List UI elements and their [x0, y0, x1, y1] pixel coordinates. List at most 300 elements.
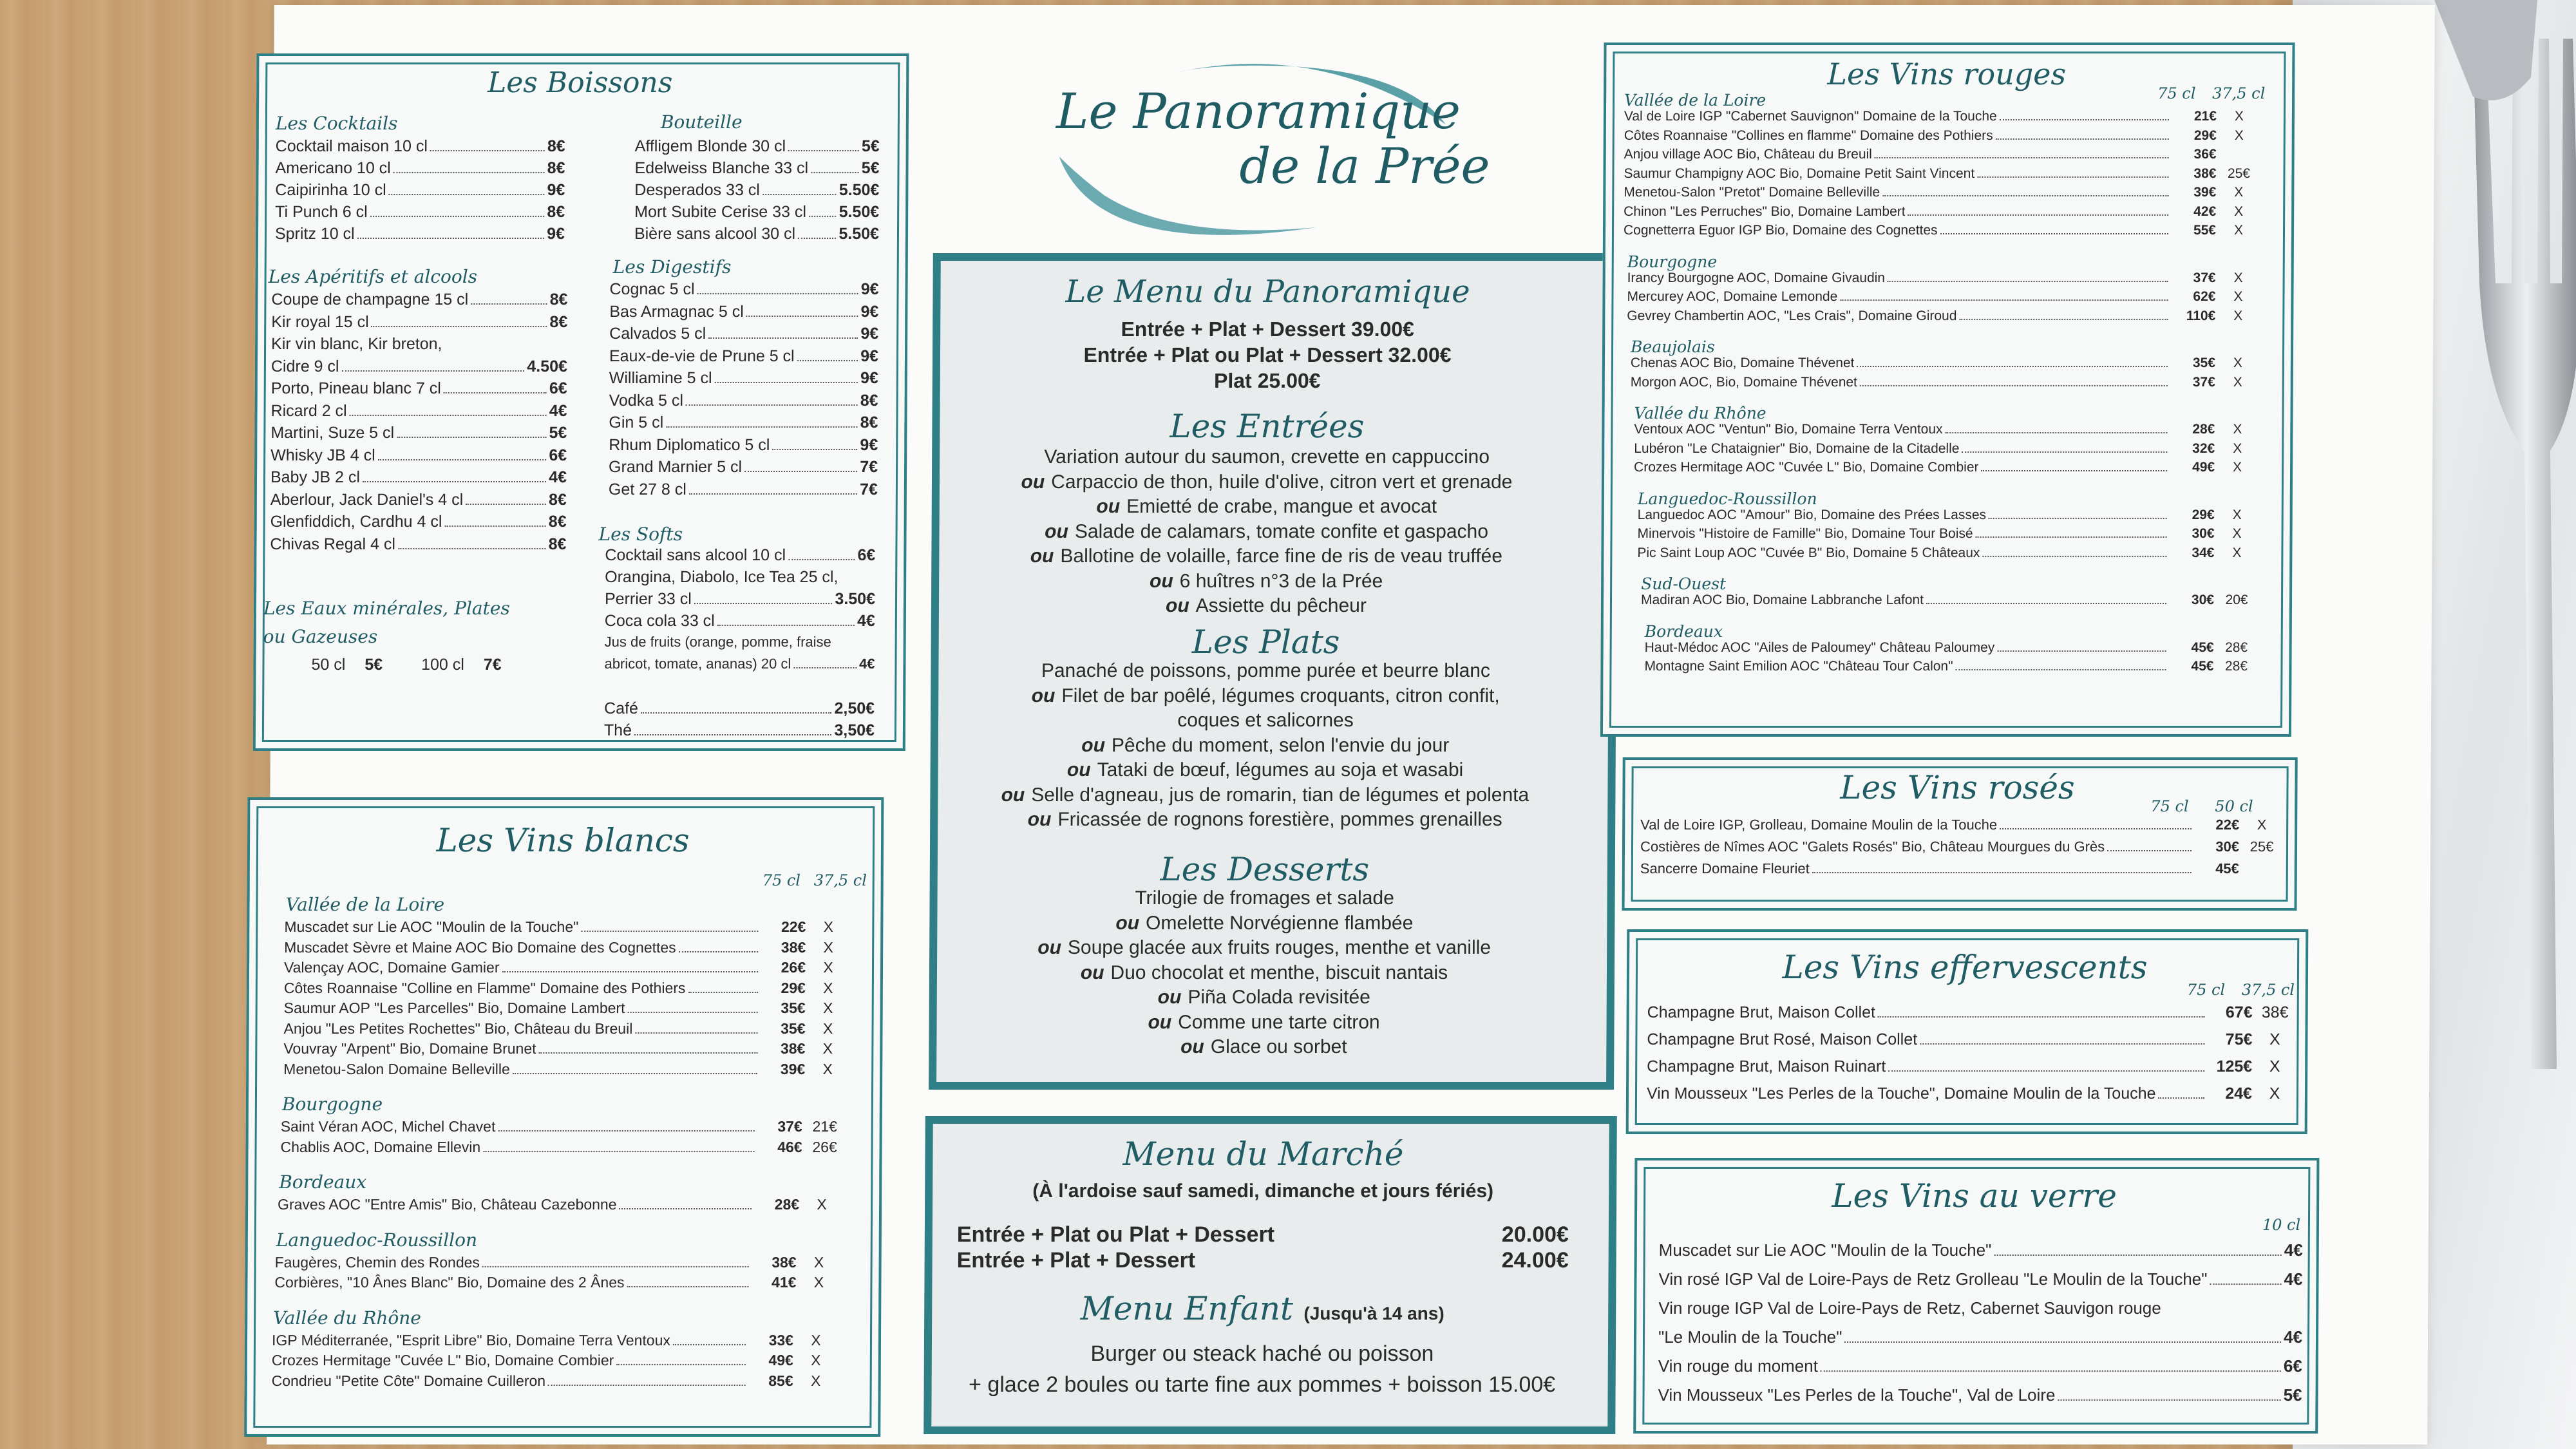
red-wine-item-label: Madiran AOC Bio, Domaine Labbranche Lafont [1640, 592, 1924, 607]
dot-leader [793, 667, 857, 668]
dot-leader [378, 459, 547, 460]
dot-leader [673, 1344, 746, 1345]
red-wine-item-price-small: X [2233, 289, 2243, 304]
sparkling-wine-item [1647, 1057, 2297, 1076]
dot-leader [788, 150, 859, 151]
dot-leader [1844, 1341, 2281, 1343]
dot-leader [746, 316, 858, 317]
knife-icon [2434, 0, 2537, 109]
rose-wine-item-label: Sancerre Domaine Fleuriet [1640, 860, 1810, 876]
white-wine-item-price: 49€ [768, 1352, 793, 1368]
soft-item-price: 2,50€ [834, 699, 875, 717]
red-wine-item-price-small: X [2232, 545, 2242, 560]
aperitif-item-price: 8€ [548, 490, 567, 509]
market-formula-1-label: Entrée + Plat ou Plat + Dessert [956, 1222, 1275, 1247]
digestifs-title: Les Digestifs [612, 256, 732, 278]
bottle-item [635, 137, 880, 156]
white-wine-item-price: 37€ [777, 1118, 802, 1135]
soft-item-label: Orangina, Diabolo, Ice Tea 25 cl, [605, 568, 838, 586]
white-wines-col-75: 75 cl [762, 871, 801, 889]
soft-item-price: 4€ [858, 656, 875, 672]
white-wine-item-price-small: X [822, 1040, 833, 1057]
desserts-dish-text: Comme une tarte citron [1178, 1011, 1380, 1033]
bottle-item [634, 159, 879, 178]
glass-wines-col-10: 10 cl [2262, 1216, 2301, 1234]
cocktail-item [275, 181, 565, 200]
digestif-item [609, 413, 878, 432]
red-wine-item-label: Haut-Médoc AOC "Ailes de Paloumey" Château Paloumey [1644, 639, 1995, 655]
red-wine-item-label: Pic Saint Loup AOC "Cuvée B" Bio, Domaine 5 Châteaux [1637, 545, 1980, 560]
market-menu-section [923, 1116, 1601, 1419]
dot-leader [809, 216, 837, 217]
white-wine-item-label: Menetou-Salon Domaine Belleville [283, 1060, 510, 1077]
cocktail-item-price: 8€ [547, 159, 565, 177]
soft-item [604, 721, 875, 740]
bottle-item-price: 5.50€ [838, 203, 880, 221]
dot-leader [666, 426, 857, 428]
dot-leader [1875, 157, 2169, 158]
white-wine-item-price: 22€ [781, 918, 806, 935]
white-wine-item [283, 1040, 850, 1057]
soft-item [605, 568, 875, 587]
white-wine-item [283, 1061, 850, 1078]
white-wine-item [284, 999, 851, 1017]
red-wine-item-label: Montagne Saint Emilion AOC "Château Tour Calon" [1644, 659, 1953, 674]
red-wine-item [1634, 460, 2260, 475]
plats-dish-text: Panaché de poissons, pomme purée et beurre blanc [1041, 660, 1491, 681]
aperitif-item-price: 4€ [549, 401, 567, 420]
white-wine-item-price: 35€ [781, 1019, 806, 1037]
digestif-item-label: Bas Armagnac 5 cl [609, 302, 744, 321]
red-wine-item-label: Crozes Hermitage AOC "Cuvée L" Bio, Domaine Combier [1634, 460, 1979, 475]
rose-wine-item [1640, 860, 2284, 877]
market-formula-2-price: 24.00€ [1501, 1248, 1569, 1273]
bottle-item-price: 5€ [861, 159, 880, 177]
red-wine-item [1624, 128, 2262, 144]
plats-dish [930, 809, 1600, 831]
desserts-dish-text: Trilogie de fromages et salade [1135, 887, 1394, 909]
white-wine-item [275, 1254, 842, 1271]
digestif-item [609, 325, 878, 343]
aperitif-item-price: 4€ [549, 468, 567, 486]
dot-leader [393, 172, 545, 173]
cocktail-item-price: 8€ [547, 203, 565, 221]
sparkling-wine-item-label: Champagne Brut, Maison Collet [1647, 1003, 1876, 1021]
sparkling-wine-item-price-small: 38€ [2261, 1003, 2289, 1021]
digestif-item-label: Grand Marnier 5 cl [609, 458, 743, 476]
digestif-item [609, 303, 878, 321]
red-wine-region: Vallée du Rhône [1634, 404, 1766, 422]
white-wine-item [280, 1139, 847, 1156]
rose-wine-item-price-small: X [2257, 817, 2267, 833]
soft-item [605, 546, 875, 565]
red-wine-region: Languedoc-Roussillon [1637, 489, 1817, 508]
dot-leader [513, 1073, 757, 1074]
white-wine-item [272, 1352, 838, 1369]
dot-leader [634, 734, 831, 735]
white-wine-region: Vallée du Rhône [273, 1307, 422, 1329]
red-wine-item-label: Cognetterra Eguor IGP Bio, Domaine des Cognettes [1623, 223, 1938, 238]
bouteille-title: Bouteille [660, 111, 743, 133]
red-wine-item-price: 37€ [2192, 374, 2215, 390]
or-word: ou [1021, 471, 1045, 493]
fork-icon [2460, 39, 2576, 1069]
aperitif-item [271, 335, 567, 354]
soft-item-label: Perrier 33 cl [604, 590, 692, 608]
red-wine-item [1634, 422, 2260, 437]
entrees-dish-text: Variation autour du saumon, crevette en cappuccino [1044, 446, 1490, 468]
bottle-item-label: Bière sans alcool 30 cl [634, 225, 796, 243]
kids-menu-heading [924, 1290, 1600, 1327]
aperitif-item-label: Porto, Pineau blanc 7 cl [270, 379, 441, 397]
dot-leader [1908, 214, 2169, 216]
white-wine-item-price: 41€ [772, 1274, 797, 1291]
sparkling-wine-item-label: Champagne Brut, Maison Ruinart [1647, 1057, 1886, 1075]
bottle-item-price: 5.50€ [838, 181, 880, 199]
dot-leader [1982, 470, 2168, 471]
red-wine-item-price: 21€ [2193, 109, 2217, 124]
white-wine-item-label: Condrieu "Petite Côte" Domaine Cuilleron [271, 1372, 546, 1389]
cocktail-item [275, 225, 565, 243]
digestif-item-price: 9€ [860, 369, 878, 387]
dot-leader [1956, 669, 2166, 670]
plats-dish [931, 710, 1600, 732]
glass-wine-item-price: 5€ [2283, 1385, 2302, 1405]
dot-leader [1812, 872, 2192, 873]
red-wine-item-label: Gevrey Chambertin AOC, "Les Crais", Domaine Giroud [1627, 308, 1957, 323]
dot-leader [389, 194, 545, 195]
red-wine-item-label: Languedoc AOC "Amour" Bio, Domaine des Prées Lasses [1637, 507, 1987, 522]
rose-wines-col-75: 75 cl [2150, 797, 2189, 815]
white-wine-item-label: IGP Méditerranée, "Esprit Libre" Bio, Domaine Terra Ventoux [271, 1331, 670, 1349]
menu-placemat [263, 5, 2435, 1444]
white-wine-item-label: Vouvray "Arpent" Bio, Domaine Brunet [283, 1040, 536, 1057]
glass-wine-item [1659, 1240, 2303, 1260]
dot-leader [502, 971, 758, 972]
dot-leader [694, 603, 833, 604]
dot-leader [689, 493, 857, 495]
rose-wine-item [1640, 838, 2284, 855]
red-wine-item-price-small: X [2234, 109, 2244, 124]
white-wine-item-label: Valençay AOC, Domaine Gamier [283, 959, 500, 976]
white-wine-region: Bordeaux [279, 1171, 367, 1193]
red-wine-item-label: Morgon AOC, Bio, Domaine Thévenet [1630, 374, 1857, 390]
white-wine-item-price: 39€ [780, 1060, 806, 1077]
digestif-item-price: 9€ [860, 302, 879, 321]
white-wine-item-price: 85€ [768, 1372, 793, 1389]
dot-leader [1882, 195, 2168, 196]
cocktail-item-label: Caipirinha 10 cl [275, 181, 386, 199]
red-wine-item [1624, 185, 2261, 200]
or-word: ou [1031, 685, 1056, 706]
white-wine-item-price-small: X [810, 1372, 821, 1389]
digestif-item-label: Eaux-de-vie de Prune 5 cl [609, 346, 795, 365]
cocktail-item-label: Cocktail maison 10 cl [275, 137, 428, 155]
white-wine-item-price-small: X [813, 1253, 824, 1271]
red-wine-item-price: 45€ [2191, 639, 2214, 655]
dot-leader [444, 526, 545, 527]
white-wine-region: Languedoc-Roussillon [276, 1229, 478, 1251]
red-wine-item [1624, 166, 2261, 182]
red-wine-item [1624, 109, 2262, 124]
formula-full: Entrée + Plat + Dessert 39.00€ [1121, 317, 1414, 341]
bottle-item [634, 225, 879, 243]
aperitif-item [271, 357, 567, 376]
market-formula-1-price: 20.00€ [1501, 1222, 1569, 1247]
cocktail-item-price: 8€ [547, 137, 565, 155]
dot-leader [430, 150, 545, 151]
red-wine-item-price-small: X [2233, 223, 2244, 238]
digestif-item-label: Rhum Diplomatico 5 cl [609, 435, 770, 454]
white-wine-item-price-small: X [822, 999, 833, 1016]
desserts-dish-text: Duo chocolat et menthe, biscuit nantais [1110, 961, 1448, 983]
plats-dish [930, 784, 1600, 806]
entrees-dish-text: Emietté de crabe, mangue et avocat [1126, 496, 1437, 517]
or-word: ou [1115, 912, 1140, 934]
sparkling-wine-item-price: 67€ [2225, 1003, 2253, 1021]
aperitif-item [270, 424, 567, 442]
aperitif-item-label: Chivas Regal 4 cl [270, 535, 396, 553]
dot-leader [2000, 119, 2169, 120]
dot-leader [772, 449, 857, 450]
glass-wine-item [1658, 1385, 2302, 1405]
red-wine-item-price: 32€ [2192, 440, 2215, 456]
aperitif-item [270, 513, 567, 531]
drinks-title: Les Boissons [487, 66, 673, 99]
glass-wine-item-price: 4€ [2284, 1240, 2303, 1260]
main-menu-title: Le Menu du Panoramique [1065, 274, 1470, 310]
digestif-item [609, 458, 878, 477]
soft-item [604, 656, 875, 672]
aperitif-item [271, 313, 567, 332]
white-wine-region: Bourgogne [281, 1094, 383, 1115]
rose-wine-item-price: 22€ [2215, 817, 2240, 833]
red-wine-item-label: Val de Loire IGP "Cabernet Sauvignon" Domaine de la Touche [1624, 109, 1997, 124]
plats-dish-text: Tataki de bœuf, légumes au soja et wasabi [1097, 759, 1464, 781]
digestif-item-price: 9€ [860, 435, 878, 454]
entrees-dish [932, 446, 1602, 468]
bottle-item [634, 181, 879, 200]
or-word: ou [1027, 809, 1052, 830]
formula-plat: Plat 25.00€ [1213, 369, 1321, 392]
red-wine-item [1637, 526, 2259, 542]
red-wine-item-price-small: X [2233, 440, 2242, 456]
dot-leader [619, 1208, 752, 1209]
dot-leader [2158, 1097, 2204, 1099]
or-word: ou [1081, 734, 1106, 756]
digestif-item-label: Vodka 5 cl [609, 391, 684, 410]
kids-menu-line1: Burger ou steack haché ou poisson [1090, 1341, 1434, 1366]
dot-leader [715, 382, 858, 383]
plats-dish-text: Selle d'agneau, jus de romarin, tian de légumes et polenta [1031, 784, 1530, 806]
digestif-item-price: 7€ [860, 458, 878, 476]
red-wine-item-price: 49€ [2192, 460, 2215, 475]
rose-wines-col-50: 50 cl [2215, 797, 2253, 815]
red-wine-item-label: Anjou village AOC Bio, Château du Breuil [1624, 147, 1872, 162]
plats-dish-text: coques et salicornes [1177, 710, 1354, 731]
red-wine-item-label: Saumur Champigny AOC Bio, Domaine Petit Saint Vincent [1624, 166, 1975, 181]
red-wines-title: Les Vins rouges [1827, 57, 2067, 91]
dot-leader [1994, 1255, 2281, 1256]
or-word: ou [1066, 759, 1091, 781]
aperitif-item-price: 8€ [548, 535, 567, 553]
red-wine-item [1634, 441, 2260, 457]
dot-leader [539, 1052, 758, 1054]
cocktails-title: Les Cocktails [275, 113, 398, 134]
desserts-dish-text: Omelette Norvégienne flambée [1146, 912, 1414, 934]
desserts-dish-text: Soupe glacée aux fruits rouges, menthe et vanille [1067, 937, 1492, 958]
sparkling-wine-item-label: Champagne Brut Rosé, Maison Collet [1647, 1030, 1918, 1048]
aperitif-item [271, 379, 567, 398]
dot-leader [635, 1032, 757, 1034]
white-wine-item-price: 33€ [768, 1331, 794, 1349]
white-wine-item [278, 1196, 844, 1213]
sparkling-wine-item [1647, 1030, 2297, 1049]
red-wine-item-price-small: 28€ [2224, 659, 2248, 674]
red-wine-item-price: 42€ [2193, 204, 2217, 219]
cocktail-item [276, 137, 565, 156]
aperitif-item-label: Whisky JB 4 cl [270, 446, 375, 464]
soft-item-label: abricot, tomate, ananas) 20 cl [604, 656, 791, 672]
aperitif-item-price: 6€ [549, 379, 567, 397]
dot-leader [1982, 556, 2166, 557]
aperitif-item [270, 402, 567, 421]
aperitif-item [270, 535, 566, 554]
red-wine-item-price: 110€ [2186, 308, 2216, 323]
white-wine-item-price: 38€ [781, 938, 806, 956]
red-wine-region: Vallée de la Loire [1624, 91, 1766, 109]
white-wine-item-label: Crozes Hermitage "Cuvée L" Bio, Domaine Combier [271, 1352, 614, 1368]
red-wine-item [1624, 223, 2261, 238]
red-wine-item-price-small: 25€ [2227, 166, 2251, 181]
plats-dish [931, 660, 1600, 682]
white-wines-section [244, 797, 878, 1432]
red-wine-item [1645, 640, 2259, 656]
desserts-dish [929, 1036, 1598, 1058]
soft-item [604, 699, 875, 718]
cocktail-item-label: Americano 10 cl [275, 159, 391, 177]
dot-leader [762, 194, 837, 195]
or-word: ou [1045, 520, 1068, 542]
red-wine-item [1637, 545, 2259, 561]
dot-leader [482, 1266, 749, 1267]
white-wine-item-price-small: X [823, 938, 833, 956]
sparkling-wine-item [1647, 1084, 2297, 1103]
red-wine-item-price-small: X [2233, 374, 2242, 390]
white-wine-item-label: Anjou "Les Petites Rochettes" Bio, Château du Breuil [283, 1019, 633, 1037]
red-wine-item-price-small: X [2232, 507, 2242, 522]
desserts-dish [929, 987, 1599, 1009]
digestif-item [609, 480, 878, 499]
red-wine-item-label: Ventoux AOC "Ventun" Bio, Domaine Terra Ventoux [1634, 422, 1943, 437]
white-wine-item-price-small: X [823, 979, 833, 996]
rose-wine-item-label: Costières de Nîmes AOC "Galets Rosés" Bio, Château Mourgues du Grès [1640, 838, 2105, 855]
white-wine-item-price: 28€ [774, 1196, 800, 1213]
red-wine-item-label: Côtes Roannaise "Collines en flamme" Domaine des Pothiers [1624, 128, 1993, 143]
red-wine-region: Sud-Ouest [1641, 574, 1727, 593]
red-wine-item-price: 30€ [2192, 526, 2215, 541]
sparkling-wine-item-price-small: X [2269, 1057, 2280, 1075]
white-wine-item-price-small: X [822, 1019, 833, 1037]
bottle-item-label: Affligem Blonde 30 cl [634, 137, 786, 155]
sparkling-wines-col-375: 37,5 cl [2241, 981, 2295, 999]
or-word: ou [1001, 784, 1025, 806]
white-wine-item [274, 1274, 841, 1291]
entrees-title: Les Entrées [1170, 408, 1365, 445]
white-wine-item-label: Côtes Roannaise "Colline en Flamme" Domaine des Pothiers [283, 979, 686, 996]
red-wine-item-label: Menetou-Salon "Pretot" Domaine Belleville [1624, 185, 1880, 200]
drinks-section [253, 53, 904, 746]
red-wine-item [1631, 375, 2260, 390]
red-wine-item [1624, 204, 2261, 220]
cocktail-item-label: Ti Punch 6 cl [275, 203, 368, 221]
desserts-dish [929, 913, 1599, 934]
dot-leader [363, 481, 546, 482]
eaux-price-50: 5€ [365, 656, 383, 674]
white-wine-item-price: 29€ [781, 979, 806, 996]
dot-leader [627, 1012, 757, 1013]
white-wine-item-price: 46€ [777, 1138, 802, 1155]
dot-leader [397, 437, 546, 438]
dot-leader [1962, 451, 2167, 453]
eaux-size-50: 50 cl [311, 656, 346, 674]
red-wine-item-price: 55€ [2193, 223, 2217, 238]
dot-leader [1888, 281, 2168, 282]
dot-leader [744, 471, 857, 472]
soft-item-price: 3,50€ [834, 721, 875, 739]
white-wine-item-price: 35€ [781, 999, 806, 1016]
dot-leader [697, 293, 858, 294]
or-word: ou [1096, 496, 1121, 517]
softs-title: Les Softs [598, 524, 683, 545]
aperitif-item [270, 446, 567, 465]
rose-wine-item-price: 45€ [2215, 860, 2239, 876]
rose-wine-item-price: 30€ [2215, 838, 2240, 855]
white-wine-item-label: Graves AOC "Entre Amis" Bio, Château Cazebonne [278, 1196, 617, 1213]
dot-leader [548, 1385, 746, 1386]
bottle-item-price: 5€ [861, 137, 880, 155]
red-wine-item-price: 29€ [2192, 507, 2215, 522]
or-word: ou [1180, 1036, 1204, 1057]
red-wine-item-price-small: X [2233, 460, 2242, 475]
plats-dish-text: Fricassée de rognons forestière, pommes grenailles [1057, 809, 1502, 830]
aperitif-item-label: Baby JB 2 cl [270, 468, 361, 486]
white-wine-item-price-small: 26€ [812, 1138, 837, 1155]
dot-leader [679, 951, 758, 952]
white-wine-item-price: 38€ [780, 1040, 806, 1057]
dot-leader [811, 172, 859, 173]
digestif-item [609, 280, 878, 299]
sparkling-wine-item-price: 125€ [2216, 1057, 2253, 1075]
dot-leader [1840, 299, 2168, 301]
red-wine-item-label: Chinon "Les Perruches" Bio, Domaine Lambert [1624, 204, 1906, 219]
formula-two: Entrée + Plat ou Plat + Dessert 32.00€ [1083, 343, 1452, 366]
digestif-item [609, 369, 878, 388]
aperitif-item [270, 491, 567, 509]
aperitif-item-price: 4.50€ [527, 357, 567, 375]
dot-leader [2210, 1283, 2281, 1285]
red-wine-item-label: Lubéron "Le Chataignier" Bio, Domaine de la Citadelle [1634, 440, 1960, 456]
digestif-item-price: 8€ [860, 413, 878, 431]
red-wine-item-price-small: X [2233, 355, 2243, 370]
or-word: ou [1149, 570, 1173, 592]
kids-menu-line2: + glace 2 boules ou tarte fine aux pommes + boisson 15.00€ [969, 1372, 1556, 1397]
desserts-title: Les Desserts [1160, 851, 1370, 888]
desserts-dish [929, 937, 1599, 959]
dot-leader [471, 303, 547, 305]
red-wines-col-75: 75 cl [2157, 84, 2196, 102]
or-word: ou [1157, 987, 1182, 1008]
